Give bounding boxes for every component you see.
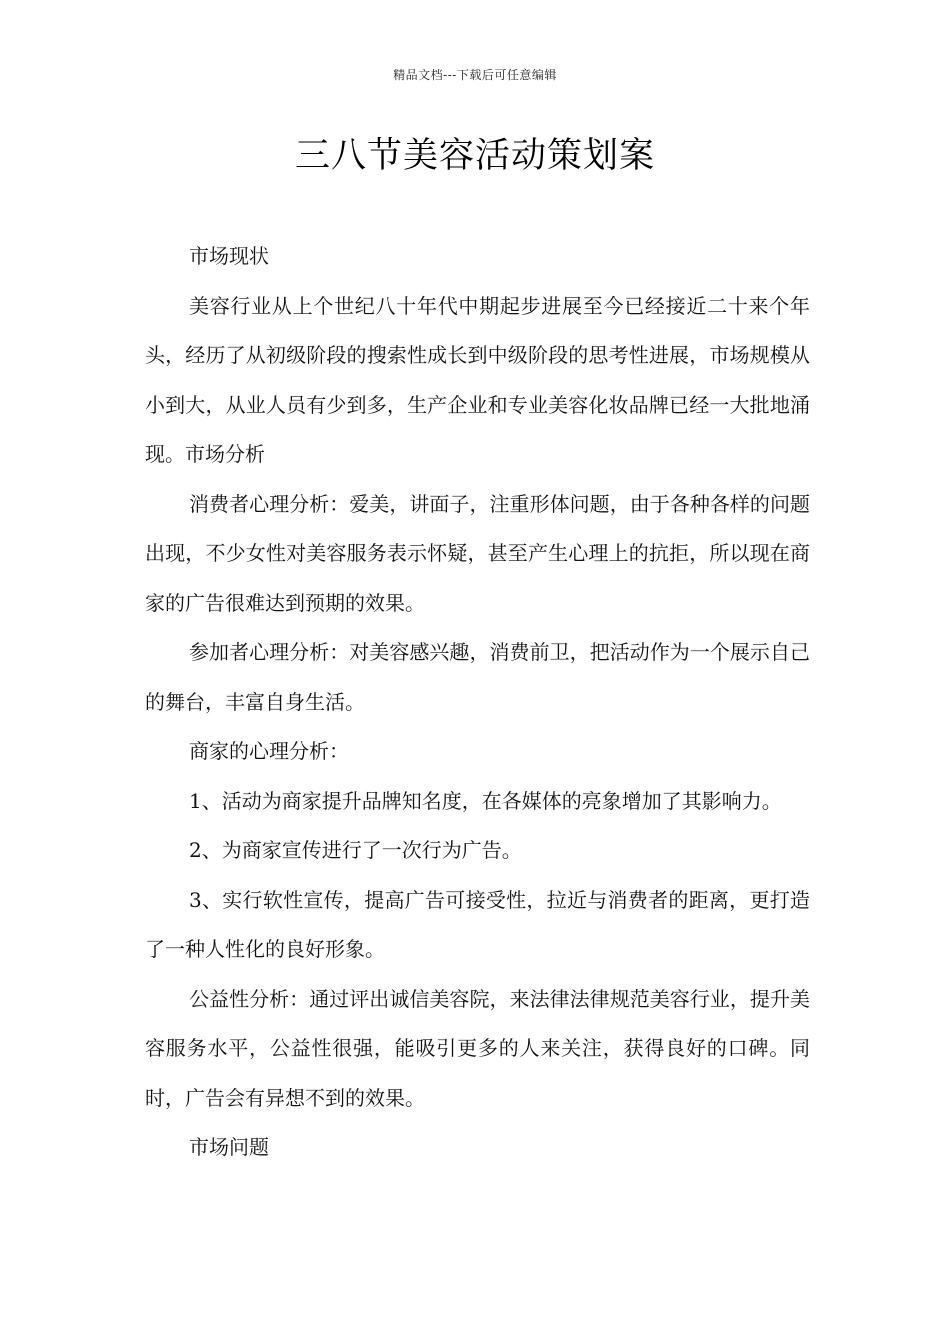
paragraph-consumer-psychology: 消费者心理分析：爱美，讲面子，注重形体问题，由于各种各样的问题出现，不少女性对美容服务表示怀疑，甚至产生心理上的抗拒，所以现在商家的广告很难达到预期的效果。 (145, 491, 810, 615)
paragraph-public-welfare: 公益性分析：通过评出诚信美容院，来法律法律规范美容行业，提升美容服务水平，公益性很强，能吸引更多的人来关注，获得良好的口碑。同时，广告会有异想不到的效果。 (145, 986, 810, 1110)
section-heading-market-status: 市场现状 (189, 244, 269, 268)
paragraph-industry-overview: 美容行业从上个世纪八十年代中期起步进展至今已经接近二十来个年头，经历了从初级阶段的搜索性成长到中级阶段的思考性进展，市场规模从小到大，从业人员有少到多，生产企业和专业美容化妆品牌已经一大批地涌现。市场分析 (145, 293, 810, 466)
list-item-3: 3、实行软性宣传，提高广告可接受性，拉近与消费者的距离，更打造了一种人性化的良好形象。 (145, 887, 810, 961)
list-item-2: 2、为商家宣传进行了一次行为广告。 (189, 838, 522, 862)
document-title: 三八节美容活动策划案 (294, 136, 655, 176)
section-heading-market-issues: 市场问题 (189, 1135, 269, 1159)
document-body (145, 232, 810, 1173)
paragraph-merchant-psychology: 商家的心理分析： (189, 739, 349, 763)
paragraph-participant-psychology: 参加者心理分析：对美容感兴趣，消费前卫，把活动作为一个展示自己的舞台，丰富自身生活。 (145, 640, 810, 714)
list-item-1: 1、活动为商家提升品牌知名度，在各媒体的亮象增加了其影响力。 (189, 788, 782, 813)
header-note: 精品文档---下载后可任意编辑 (393, 68, 557, 82)
